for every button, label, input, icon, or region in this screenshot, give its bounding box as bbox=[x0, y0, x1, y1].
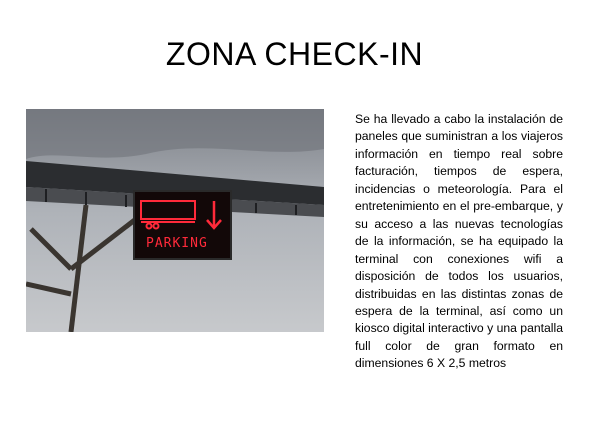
photo-illustration bbox=[26, 109, 324, 332]
parking-sign-photo bbox=[26, 109, 324, 332]
sign-label: PARKING bbox=[146, 236, 208, 251]
body-paragraph: Se ha llevado a cabo la instalación de paneles que suministran a los viajeros información en tiempo real sobre facturación, tiempos de espera, incidencias o meteorología. Para el entretenimiento en el pre-embarque, y su acceso a las nuevas tecnologías de la información, se ha equipado la terminal con conexiones wifi a disposición de todos los usuarios, distribuidas en las distintas zonas de espera de la terminal, así como un kiosco digital interactivo y una pantalla full color de gran formato en dimensiones 6 X 2,5 metros bbox=[355, 112, 563, 371]
slide-title: ZONA CHECK-IN bbox=[165, 36, 424, 72]
